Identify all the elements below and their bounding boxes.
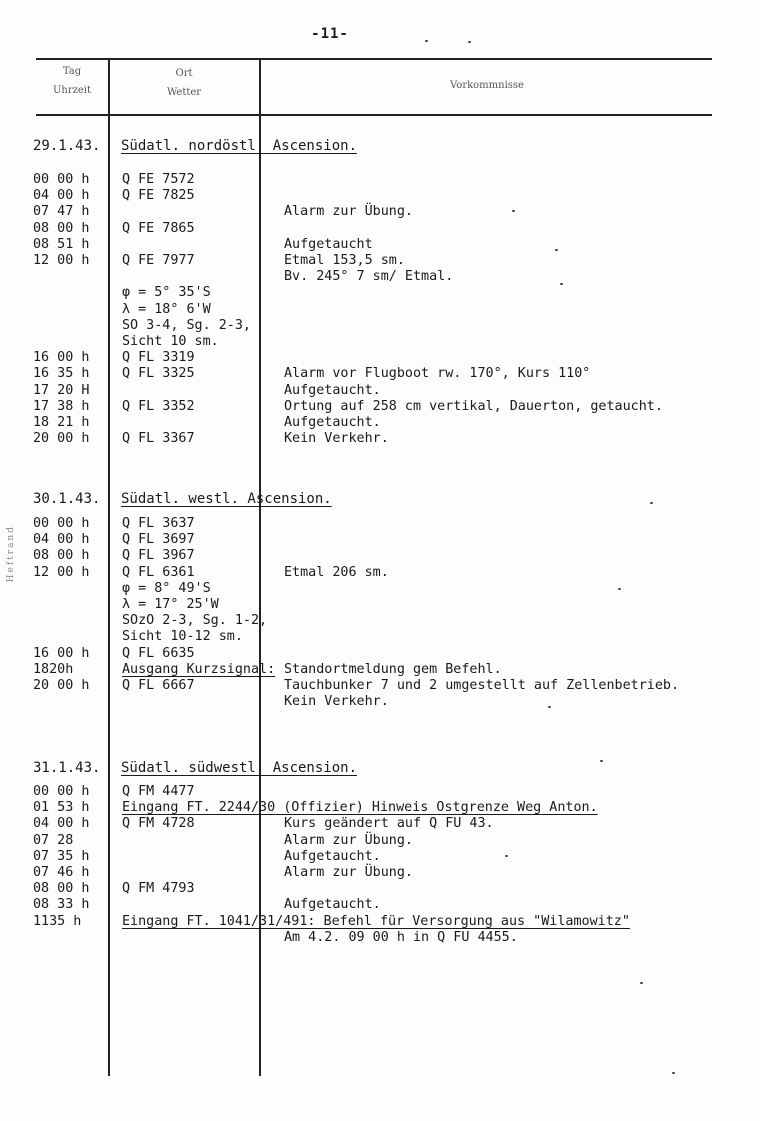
time-cell: 04 00 h	[33, 816, 90, 832]
page-number: -11-	[311, 26, 349, 42]
scan-speck	[555, 249, 558, 251]
section-date: 30.1.43.	[33, 491, 101, 507]
position-weather-cell: Q FL 3697	[122, 532, 195, 548]
scan-speck	[672, 1072, 675, 1074]
time-cell: 17 38 h	[33, 398, 90, 414]
log-row	[0, 172, 760, 188]
log-row	[0, 816, 760, 832]
event-cell: Aufgetaucht.	[284, 415, 381, 430]
log-row	[0, 383, 760, 399]
log-row	[0, 581, 760, 597]
scan-speck	[468, 41, 471, 43]
position-weather-cell: SO 3-4, Sg. 2-3,	[122, 317, 251, 333]
event-cell: Aufgetaucht.	[284, 848, 381, 864]
time-cell: 12 00 h	[33, 253, 90, 268]
log-row	[0, 532, 760, 548]
event-cell: Alarm zur Übung.	[284, 832, 413, 848]
event-cell: Aufgetaucht.	[284, 382, 381, 398]
header-tag: Tag	[62, 66, 82, 77]
position-weather-cell: Q FL 3967	[122, 548, 195, 564]
event-cell: Ortung auf 258 cm vertikal, Dauerton, getaucht.	[284, 398, 663, 414]
log-row	[0, 334, 760, 350]
header-bottom-rule	[36, 114, 712, 116]
position-weather-cell: Q FE 7572	[122, 172, 195, 187]
scan-speck	[600, 760, 603, 762]
log-row	[0, 318, 760, 334]
time-cell: 01 53 h	[33, 800, 90, 816]
radio-message-cell: Eingang FT. 2244/30 (Offizier) Hinweis Ostgrenze Weg Anton.	[122, 800, 598, 816]
time-cell: 08 00 h	[33, 548, 90, 564]
event-cell: Alarm zur Übung.	[284, 865, 413, 880]
time-cell: 12 00 h	[33, 564, 90, 580]
time-cell: 04 00 h	[33, 532, 90, 548]
section-date: 29.1.43.	[33, 138, 101, 154]
position-weather-cell: Q FL 6667	[122, 678, 195, 693]
time-cell: 16 00 h	[33, 645, 90, 661]
event-cell: Kein Verkehr.	[284, 431, 389, 447]
position-weather-cell: Ausgang Kurzsignal:	[122, 661, 276, 677]
section-place: Südatl. südwestl. Ascension.	[121, 760, 358, 776]
event-cell: Aufgetaucht.	[284, 897, 381, 913]
log-row	[0, 849, 760, 865]
position-weather-cell: Q FE 7977	[122, 253, 195, 268]
time-cell: 07 35 h	[33, 848, 90, 864]
log-row	[0, 269, 760, 285]
position-weather-cell: λ = 18° 6'W	[122, 301, 211, 317]
position-weather-cell: Q FL 3325	[122, 366, 195, 382]
scan-speck	[560, 283, 563, 285]
log-row	[0, 897, 760, 913]
section-place: Südatl. westl. Ascension.	[121, 491, 332, 507]
scan-speck	[618, 588, 621, 590]
log-row	[0, 516, 760, 532]
time-cell: 00 00 h	[33, 516, 90, 531]
position-weather-cell: Q FM 4793	[122, 881, 195, 897]
time-cell: 07 28	[33, 832, 74, 848]
log-row	[0, 221, 760, 237]
log-row	[0, 613, 760, 629]
event-cell: Tauchbunker 7 und 2 umgestellt auf Zellenbetrieb.	[284, 678, 680, 693]
log-row	[0, 204, 760, 220]
position-weather-cell: λ = 17° 25'W	[122, 597, 219, 612]
scan-speck	[505, 855, 508, 857]
time-cell: 08 33 h	[33, 897, 90, 913]
time-cell: 1135 h	[33, 913, 82, 929]
header-ort-wetter	[112, 64, 256, 102]
position-weather-cell: Q FM 4477	[122, 784, 195, 799]
log-row	[0, 865, 760, 881]
log-row	[0, 678, 760, 694]
scan-speck	[425, 40, 428, 42]
event-cell: Alarm zur Übung.	[284, 204, 413, 220]
event-cell: Alarm vor Flugboot rw. 170°, Kurs 110°	[284, 366, 591, 382]
header-vorkommnisse-label: Vorkommnisse	[450, 80, 524, 91]
event-cell: Etmal 206 sm.	[284, 564, 389, 580]
log-row	[0, 350, 760, 366]
log-row	[0, 646, 760, 662]
event-cell: Aufgetaucht	[284, 236, 373, 252]
header-wetter: Wetter	[166, 87, 202, 98]
log-row	[0, 629, 760, 645]
section-heading	[33, 760, 357, 776]
log-row	[0, 285, 760, 301]
log-row	[0, 800, 760, 816]
log-row	[0, 548, 760, 564]
position-weather-cell: Q FL 6635	[122, 645, 195, 661]
position-weather-cell: Q FL 3352	[122, 398, 195, 414]
scan-speck	[650, 502, 653, 504]
event-cell: Standortmeldung gem Befehl.	[284, 661, 502, 677]
log-row	[0, 399, 760, 415]
log-row	[0, 597, 760, 613]
margin-label: Heftrand	[6, 525, 16, 583]
header-uhrzeit: Uhrzeit	[52, 85, 92, 96]
section-heading	[33, 138, 357, 154]
event-cell: Bv. 245° 7 sm/ Etmal.	[284, 269, 454, 285]
time-cell: 20 00 h	[33, 431, 90, 447]
log-row	[0, 930, 760, 946]
scan-speck	[640, 982, 643, 984]
log-row	[0, 366, 760, 382]
time-cell: 00 00 h	[33, 784, 90, 799]
log-row	[0, 188, 760, 204]
radio-message-cell: Eingang FT. 1041/31/491: Befehl für Versorgung aus "Wilamowitz"	[122, 913, 630, 929]
section-heading	[33, 491, 332, 507]
log-row	[0, 253, 760, 269]
log-row	[0, 784, 760, 800]
header-top-rule	[36, 58, 712, 60]
position-weather-cell: SOzO 2-3, Sg. 1-2,	[122, 613, 268, 629]
log-row	[0, 914, 760, 930]
time-cell: 08 00 h	[33, 220, 90, 236]
time-cell: 00 00 h	[33, 172, 90, 187]
time-cell: 18 21 h	[33, 415, 90, 430]
log-row	[0, 237, 760, 253]
position-weather-cell: φ = 8° 49'S	[122, 580, 211, 596]
position-weather-cell: Sicht 10 sm.	[122, 334, 219, 349]
position-weather-cell: Q FL 3319	[122, 350, 195, 366]
scan-speck	[512, 210, 515, 212]
section-date: 31.1.43.	[33, 760, 101, 776]
event-cell: Am 4.2. 09 00 h in Q FU 4455.	[284, 929, 518, 945]
scan-speck	[548, 706, 551, 708]
event-cell: Kurs geändert auf Q FU 43.	[284, 816, 494, 832]
event-cell: Etmal 153,5 sm.	[284, 253, 405, 268]
time-cell: 1820h	[33, 661, 74, 677]
position-weather-cell: Q FE 7865	[122, 220, 195, 236]
log-row	[0, 833, 760, 849]
log-row	[0, 694, 760, 710]
time-cell: 07 47 h	[33, 204, 90, 220]
log-row	[0, 302, 760, 318]
log-row	[0, 881, 760, 897]
position-weather-cell: Q FL 3367	[122, 431, 195, 447]
log-row	[0, 415, 760, 431]
header-ort: Ort	[175, 68, 193, 79]
event-cell: Kein Verkehr.	[284, 694, 389, 710]
time-cell: 07 46 h	[33, 865, 90, 880]
position-weather-cell: Q FE 7825	[122, 188, 195, 204]
time-cell: 16 00 h	[33, 350, 90, 366]
time-cell: 17 20 H	[33, 382, 90, 398]
position-weather-cell: Sicht 10-12 sm.	[122, 629, 243, 645]
section-place: Südatl. nordöstl. Ascension.	[121, 138, 358, 154]
position-weather-cell: Q FL 3637	[122, 516, 195, 531]
log-row	[0, 431, 760, 447]
position-weather-cell: φ = 5° 35'S	[122, 285, 211, 301]
header-vorkommnisse	[262, 76, 712, 95]
time-cell: 04 00 h	[33, 188, 90, 204]
time-cell: 16 35 h	[33, 366, 90, 382]
log-row	[0, 565, 760, 581]
position-weather-cell: Q FM 4728	[122, 816, 195, 832]
position-weather-cell: Q FL 6361	[122, 564, 195, 580]
time-cell: 20 00 h	[33, 678, 90, 693]
header-tag-uhrzeit	[40, 62, 104, 100]
log-row	[0, 662, 760, 678]
time-cell: 08 51 h	[33, 236, 90, 252]
time-cell: 08 00 h	[33, 881, 90, 897]
